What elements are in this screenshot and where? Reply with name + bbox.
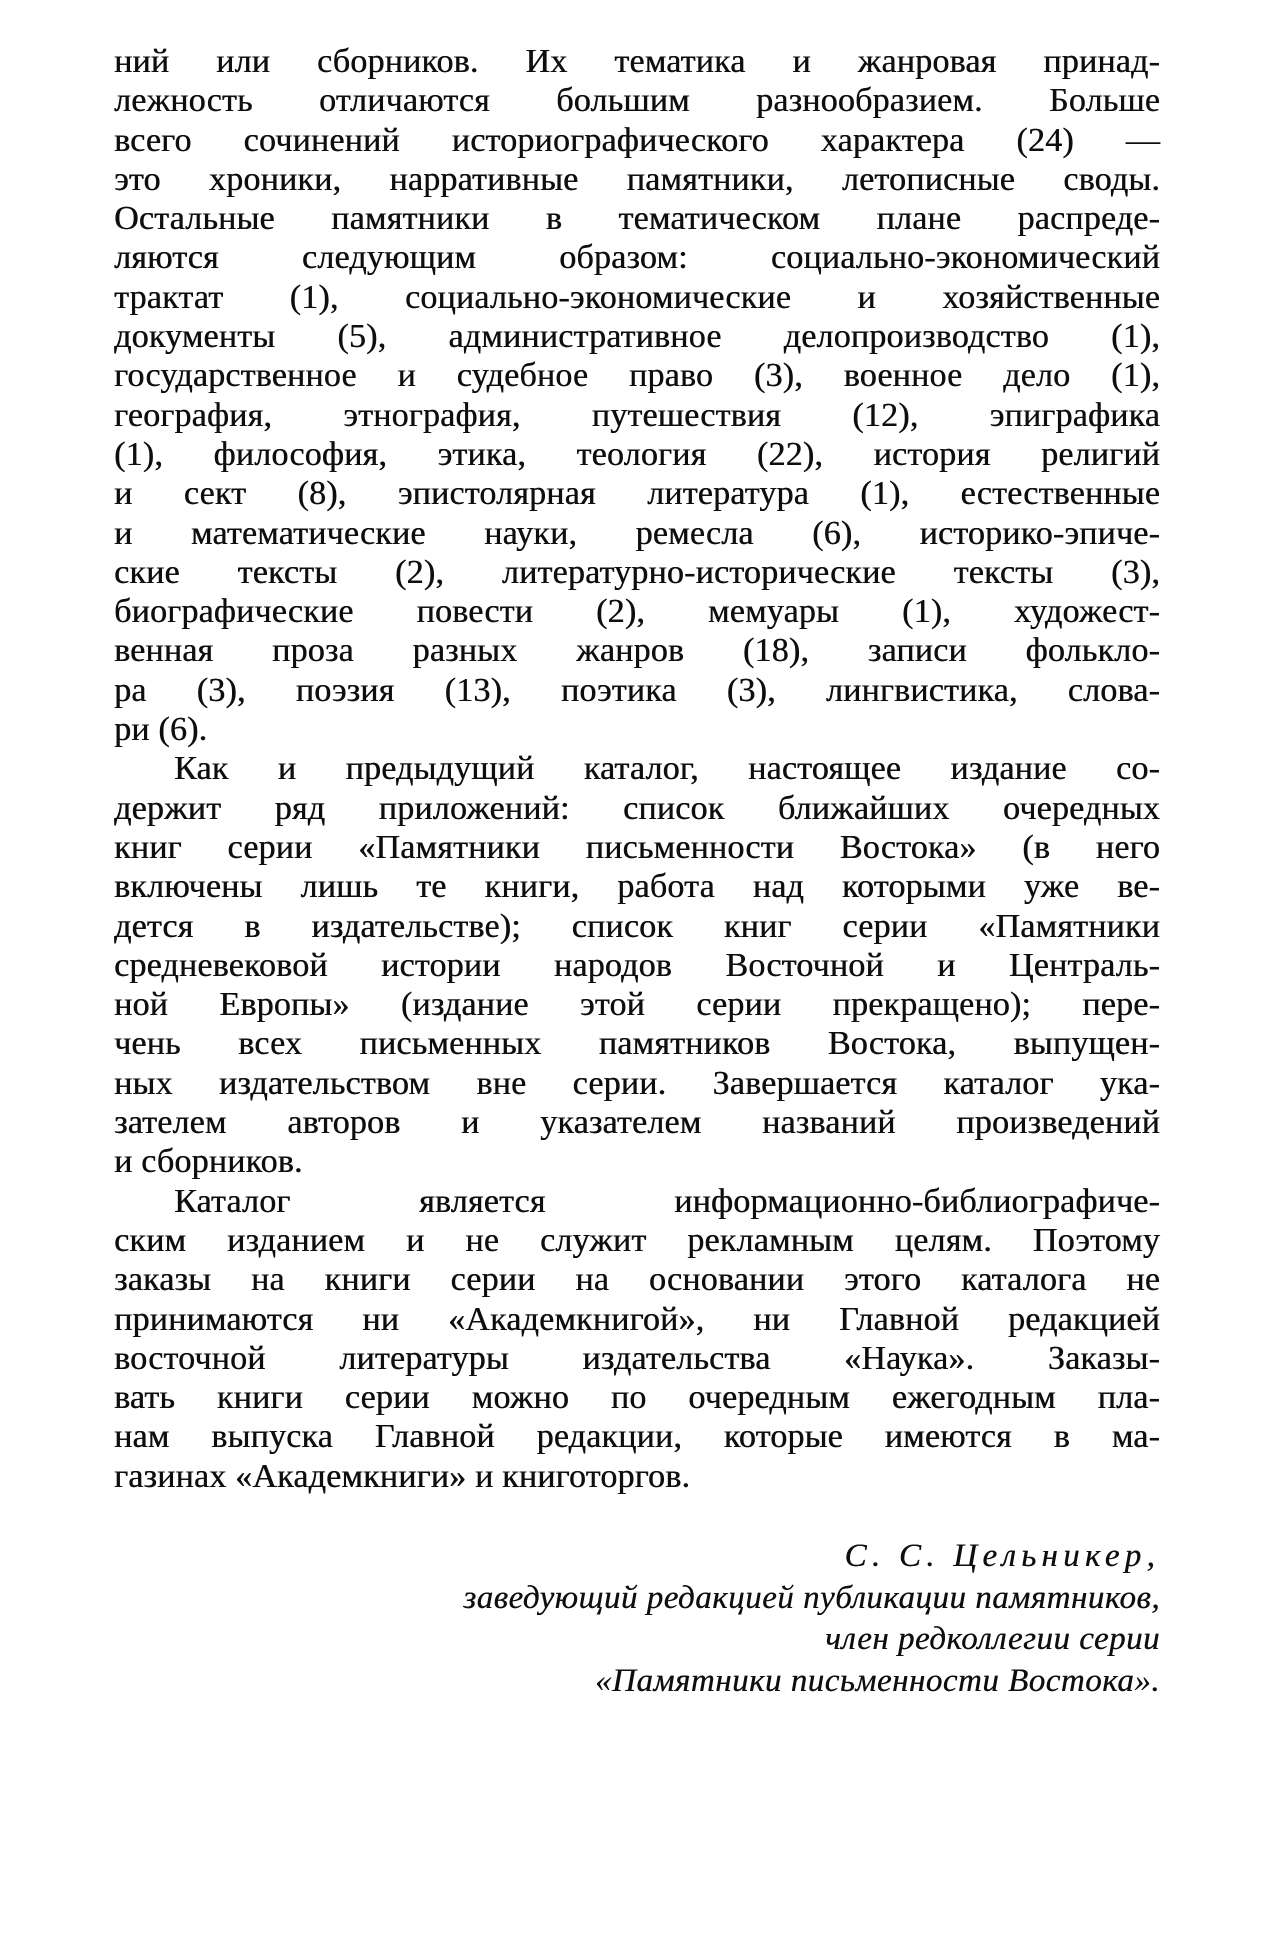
signature-line: член редколлегии серии [825,1621,1160,1657]
text-line: книг серии «Памятники письменности Востока» (в него [114,828,1160,866]
page-text-block [114,42,1160,1496]
paragraph-1 [114,42,1160,749]
text-line: дется в издательстве); список книг серии «Памятники [114,907,1160,945]
text-line: ляются следующим образом: социально-экономический [114,239,1160,277]
text-line: ра (3), поэзия (13), поэтика (3), лингвистика, слова- [114,671,1160,709]
text-line: ри (6). [114,711,208,749]
text-line: это хроники, нарративные памятники, летописные своды. [114,160,1160,198]
text-line: ний или сборников. Их тематика и жанровая принад- [114,43,1160,80]
text-line: ские тексты (2), литературно-исторические тексты (3), [114,553,1160,591]
text-line: газинах «Академкниги» и книготоргов. [114,1457,691,1495]
text-line: зателем авторов и указателем названий произведений [114,1104,1160,1142]
text-line: ной Европы» (издание этой серии прекращено); пере- [114,986,1160,1024]
signature-block [463,1536,1160,1702]
text-line: ных издательством вне серии. Завершается каталог ука- [114,1064,1160,1102]
text-line: география, этнография, путешествия (12), эпиграфика [114,396,1160,434]
paragraph-2 [114,749,1160,1181]
text-line: биографические повести (2), мемуары (1), художест- [114,593,1160,631]
text-line: заказы на книги серии на основании этого каталога не [114,1261,1160,1299]
paragraph-3 [114,1182,1160,1496]
text-line: документы (5), административное делопроизводство (1), [114,318,1160,356]
text-line: Как и предыдущий каталог, настоящее издание со- [174,750,1160,788]
text-line: Остальные памятники в тематическом плане распреде- [114,200,1160,238]
text-line: трактат (1), социально-экономические и хозяйственные [114,278,1160,316]
text-line: восточной литературы издательства «Наука». Заказы- [114,1339,1160,1377]
text-line: принимаются ни «Академкнигой», ни Главной редакцией [114,1300,1160,1338]
text-line: и математические науки, ремесла (6), историко-эпиче- [114,514,1160,552]
text-line: нам выпуска Главной редакции, которые имеются в ма- [114,1418,1160,1456]
text-line: Каталог является информационно-библиографиче- [174,1182,1160,1220]
text-line: и сект (8), эпистолярная литература (1), естественные [114,475,1160,513]
text-line: держит ряд приложений: список ближайших очередных [114,789,1160,827]
signature-line: «Памятники письменности Востока». [595,1662,1160,1699]
text-line: включены лишь те книги, работа над которыми уже ве- [114,868,1160,906]
signature-line: заведующий редакцией публикации памятников, [463,1579,1160,1616]
text-line: средневековой истории народов Восточной и Централь- [114,946,1160,984]
text-line: лежность отличаются большим разнообразием. Больше [114,82,1160,120]
signature-name: С. С. Цельникер, [844,1538,1160,1574]
text-line: государственное и судебное право (3), военное дело (1), [114,357,1160,395]
text-line: вать книги серии можно по очередным ежегодным пла- [114,1379,1160,1417]
text-line: чень всех письменных памятников Востока, выпущен- [114,1025,1160,1063]
text-line: (1), философия, этика, теология (22), история религий [114,435,1160,473]
text-line: ским изданием и не служит рекламным целям. Поэтому [114,1221,1160,1259]
text-line: всего сочинений историографического характера (24) — [114,121,1160,159]
text-line: венная проза разных жанров (18), записи фолькло- [114,632,1160,670]
text-line: и сборников. [114,1143,303,1181]
